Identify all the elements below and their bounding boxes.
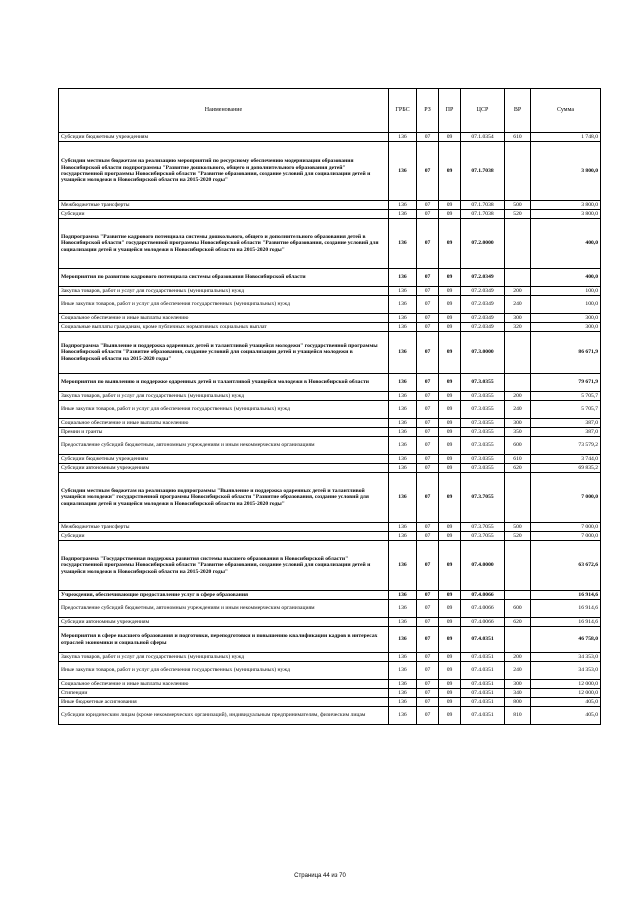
cell-pr: 09 [439, 296, 461, 314]
cell-sum: 5 705,7 [531, 401, 601, 419]
cell-name: Мероприятия в сфере высшего образования и подготовки, переподготовки и повышению квалификации кадров в интересах отраслей экономики и социальной сферы [59, 627, 389, 653]
cell-vr: 320 [505, 323, 531, 332]
cell-rz: 07 [417, 689, 439, 698]
cell-pr: 09 [439, 523, 461, 532]
cell-name: Премии и гранты [59, 428, 389, 437]
cell-name: Субсидии [59, 210, 389, 219]
cell-csr: 07.4.0351 [461, 689, 505, 698]
cell-pr: 09 [439, 591, 461, 600]
cell-name: Социальное обеспечение и иные выплаты населению [59, 680, 389, 689]
cell-grbs: 136 [389, 698, 417, 707]
cell-grbs: 136 [389, 707, 417, 725]
cell-grbs: 136 [389, 269, 417, 287]
cell-sum: 405,0 [531, 707, 601, 725]
cell-name: Иные закупки товаров, работ и услуг для обеспечения государственных (муниципальных) нужд [59, 296, 389, 314]
table-row [59, 707, 601, 725]
cell-pr: 09 [439, 142, 461, 201]
cell-csr: 07.4.0066 [461, 591, 505, 600]
table-row [59, 269, 601, 287]
cell-grbs: 136 [389, 142, 417, 201]
cell-csr: 07.3.0000 [461, 332, 505, 374]
cell-name: Субсидии бюджетным учреждениям [59, 133, 389, 142]
header-name: Наименование [59, 89, 389, 133]
cell-grbs: 136 [389, 689, 417, 698]
cell-csr: 07.1.7038 [461, 210, 505, 219]
header-vr: ВР [505, 89, 531, 133]
cell-rz: 07 [417, 680, 439, 689]
cell-rz: 07 [417, 455, 439, 464]
cell-vr: 200 [505, 287, 531, 296]
cell-vr: 800 [505, 698, 531, 707]
cell-sum: 300,0 [531, 323, 601, 332]
cell-rz: 07 [417, 287, 439, 296]
table-row [59, 332, 601, 374]
page-number: Страница 44 из 70 [294, 873, 346, 879]
cell-sum: 387,0 [531, 419, 601, 428]
cell-grbs: 136 [389, 314, 417, 323]
cell-vr: 240 [505, 296, 531, 314]
cell-vr: 620 [505, 464, 531, 473]
cell-csr: 07.2.0349 [461, 296, 505, 314]
cell-rz: 07 [417, 392, 439, 401]
cell-rz: 07 [417, 201, 439, 210]
table-row [59, 680, 601, 689]
cell-rz: 07 [417, 541, 439, 591]
cell-csr: 07.4.0351 [461, 698, 505, 707]
cell-rz: 07 [417, 707, 439, 725]
cell-pr: 09 [439, 541, 461, 591]
cell-csr: 07.3.0355 [461, 374, 505, 392]
cell-grbs: 136 [389, 428, 417, 437]
table-row [59, 314, 601, 323]
cell-sum: 5 705,7 [531, 392, 601, 401]
cell-pr: 09 [439, 428, 461, 437]
cell-name: Субсидии автономным учреждениям [59, 618, 389, 627]
cell-rz: 07 [417, 591, 439, 600]
cell-csr: 07.1.7038 [461, 142, 505, 201]
cell-vr [505, 332, 531, 374]
cell-name: Закупка товаров, работ и услуг для государственных (муниципальных) нужд [59, 653, 389, 662]
table-row [59, 296, 601, 314]
cell-vr: 350 [505, 428, 531, 437]
cell-name: Стипендии [59, 689, 389, 698]
header-pr: ПР [439, 89, 461, 133]
cell-vr: 610 [505, 455, 531, 464]
cell-vr [505, 473, 531, 523]
cell-sum: 12 000,0 [531, 680, 601, 689]
cell-pr: 09 [439, 437, 461, 455]
table-row [59, 689, 601, 698]
cell-sum: 405,0 [531, 698, 601, 707]
cell-grbs: 136 [389, 455, 417, 464]
cell-pr: 09 [439, 287, 461, 296]
cell-name: Субсидии местным бюджетам на реализацию мероприятий по ресурсному обеспечению модернизации образования Новосибирской области подпрограммы "Развитие дошкольного, общего и дополнительного образования детей" государственной программы Новосибирской области "Развитие образования, создание условий для социализации детей и учащейся молодежи в Новосибирской области на 2015-2020 годы" [59, 142, 389, 201]
cell-pr: 09 [439, 618, 461, 627]
cell-csr: 07.3.0355 [461, 437, 505, 455]
cell-csr: 07.1.0354 [461, 133, 505, 142]
cell-sum: 69 835,2 [531, 464, 601, 473]
table-header [59, 89, 601, 133]
cell-sum: 100,0 [531, 296, 601, 314]
table-row [59, 392, 601, 401]
cell-csr: 07.3.0355 [461, 392, 505, 401]
cell-name: Субсидии местным бюджетам на реализацию подпрограммы "Выявление и поддержка одаренных детей и талантливой учащейся молодежи" государственной программы Новосибирской области "Развитие образования, создание условий для социализации детей и учащейся молодежи в Новосибирской области на 2015-2020 годы" [59, 473, 389, 523]
cell-name: Мероприятия по развитию кадрового потенциала системы образования Новосибирской области [59, 269, 389, 287]
cell-name: Субсидии [59, 532, 389, 541]
cell-name: Социальное обеспечение и иные выплаты населению [59, 314, 389, 323]
cell-sum: 3 800,0 [531, 142, 601, 201]
cell-name: Закупка товаров, работ и услуг для государственных (муниципальных) нужд [59, 287, 389, 296]
cell-vr [505, 142, 531, 201]
cell-pr: 09 [439, 210, 461, 219]
cell-name: Субсидии автономным учреждениям [59, 464, 389, 473]
cell-name: Предоставление субсидий бюджетным, автономным учреждениям и иным некоммерческим организациям [59, 437, 389, 455]
cell-rz: 07 [417, 219, 439, 269]
cell-name: Мероприятия по выявлению и поддержке одаренных детей и талантливой учащейся молодежи в Новосибирской области [59, 374, 389, 392]
table-row [59, 419, 601, 428]
cell-sum: 3 744,0 [531, 455, 601, 464]
table-row [59, 591, 601, 600]
cell-vr: 500 [505, 523, 531, 532]
cell-vr [505, 374, 531, 392]
cell-csr: 07.4.0351 [461, 653, 505, 662]
cell-grbs: 136 [389, 401, 417, 419]
cell-sum: 16 914,6 [531, 618, 601, 627]
cell-sum: 46 758,0 [531, 627, 601, 653]
table-row [59, 374, 601, 392]
cell-grbs: 136 [389, 523, 417, 532]
cell-vr [505, 591, 531, 600]
cell-csr: 07.3.0355 [461, 428, 505, 437]
cell-name: Иные закупки товаров, работ и услуг для обеспечения государственных (муниципальных) нужд [59, 662, 389, 680]
cell-rz: 07 [417, 437, 439, 455]
cell-csr: 07.2.0000 [461, 219, 505, 269]
cell-vr: 610 [505, 133, 531, 142]
header-rz: РЗ [417, 89, 439, 133]
cell-vr [505, 219, 531, 269]
cell-pr: 09 [439, 698, 461, 707]
cell-pr: 09 [439, 464, 461, 473]
cell-grbs: 136 [389, 541, 417, 591]
cell-sum: 7 000,0 [531, 532, 601, 541]
cell-name: Подпрограмма "Выявление и поддержка одаренных детей и талантливой учащейся молодежи" государственной программы Новосибирской области "Развитие образования, создание условий для социализации детей и учащейся молодежи в Новосибирской области на 2015-2020 годы" [59, 332, 389, 374]
cell-vr: 500 [505, 201, 531, 210]
cell-grbs: 136 [389, 680, 417, 689]
cell-sum: 7 000,0 [531, 523, 601, 532]
cell-name: Подпрограмма "Развитие кадрового потенциала системы дошкольного, общего и дополнительного образования детей в Новосибирской области" государственной программы Новосибирской области "Развитие образования, создание условий для социализации детей и учащейся молодежи в Новосибирской области на 2015-2020 годы" [59, 219, 389, 269]
cell-grbs: 136 [389, 464, 417, 473]
cell-rz: 07 [417, 627, 439, 653]
cell-pr: 09 [439, 455, 461, 464]
cell-pr: 09 [439, 332, 461, 374]
cell-grbs: 136 [389, 210, 417, 219]
cell-sum: 400,0 [531, 269, 601, 287]
cell-sum: 3 800,0 [531, 210, 601, 219]
cell-csr: 07.4.0351 [461, 662, 505, 680]
cell-rz: 07 [417, 428, 439, 437]
cell-grbs: 136 [389, 662, 417, 680]
table-row [59, 323, 601, 332]
header-csr: ЦСР [461, 89, 505, 133]
cell-pr: 09 [439, 392, 461, 401]
cell-grbs: 136 [389, 437, 417, 455]
cell-vr: 600 [505, 600, 531, 618]
cell-name: Иные закупки товаров, работ и услуг для обеспечения государственных (муниципальных) нужд [59, 401, 389, 419]
cell-rz: 07 [417, 269, 439, 287]
table-row [59, 428, 601, 437]
cell-vr: 200 [505, 653, 531, 662]
cell-grbs: 136 [389, 653, 417, 662]
cell-rz: 07 [417, 653, 439, 662]
cell-sum: 86 671,9 [531, 332, 601, 374]
cell-pr: 09 [439, 419, 461, 428]
cell-name: Социальное обеспечение и иные выплаты населению [59, 419, 389, 428]
table-row [59, 133, 601, 142]
table-row [59, 219, 601, 269]
cell-vr: 810 [505, 707, 531, 725]
cell-grbs: 136 [389, 591, 417, 600]
table-row [59, 523, 601, 532]
cell-csr: 07.3.0355 [461, 464, 505, 473]
cell-vr [505, 269, 531, 287]
cell-rz: 07 [417, 142, 439, 201]
cell-pr: 09 [439, 401, 461, 419]
table-row [59, 618, 601, 627]
cell-rz: 07 [417, 600, 439, 618]
cell-sum: 7 000,0 [531, 473, 601, 523]
cell-csr: 07.3.7055 [461, 532, 505, 541]
cell-rz: 07 [417, 698, 439, 707]
table-row [59, 600, 601, 618]
cell-name: Субсидии юридическим лицам (кроме некоммерческих организаций), индивидуальным предпринимателям, физическим лицам [59, 707, 389, 725]
cell-sum: 300,0 [531, 314, 601, 323]
cell-sum: 73 579,2 [531, 437, 601, 455]
cell-name: Социальные выплаты гражданам, кроме публичных нормативных социальных выплат [59, 323, 389, 332]
cell-name: Межбюджетные трансферты [59, 201, 389, 210]
cell-pr: 09 [439, 269, 461, 287]
table-row [59, 653, 601, 662]
cell-rz: 07 [417, 210, 439, 219]
cell-name: Предоставление субсидий бюджетным, автономным учреждениям и иным некоммерческим организациям [59, 600, 389, 618]
cell-csr: 07.3.7055 [461, 523, 505, 532]
table-body [59, 133, 601, 725]
table-row [59, 287, 601, 296]
cell-pr: 09 [439, 532, 461, 541]
cell-grbs: 136 [389, 133, 417, 142]
cell-grbs: 136 [389, 201, 417, 210]
cell-csr: 07.4.0066 [461, 618, 505, 627]
table-row [59, 473, 601, 523]
cell-vr: 240 [505, 662, 531, 680]
budget-table [58, 88, 601, 725]
cell-vr: 240 [505, 401, 531, 419]
cell-vr: 300 [505, 419, 531, 428]
table-row [59, 437, 601, 455]
cell-csr: 07.4.0351 [461, 680, 505, 689]
table-row [59, 541, 601, 591]
cell-csr: 07.2.0349 [461, 269, 505, 287]
table-row [59, 662, 601, 680]
cell-name: Субсидии бюджетным учреждениям [59, 455, 389, 464]
cell-vr: 300 [505, 680, 531, 689]
cell-vr: 520 [505, 210, 531, 219]
cell-rz: 07 [417, 464, 439, 473]
cell-sum: 16 914,6 [531, 591, 601, 600]
cell-rz: 07 [417, 532, 439, 541]
table-row [59, 210, 601, 219]
cell-rz: 07 [417, 419, 439, 428]
cell-vr: 200 [505, 392, 531, 401]
cell-sum: 400,0 [531, 219, 601, 269]
cell-pr: 09 [439, 689, 461, 698]
cell-vr: 620 [505, 618, 531, 627]
cell-rz: 07 [417, 323, 439, 332]
cell-sum: 12 000,0 [531, 689, 601, 698]
cell-rz: 07 [417, 314, 439, 323]
cell-rz: 07 [417, 618, 439, 627]
cell-csr: 07.4.0000 [461, 541, 505, 591]
cell-grbs: 136 [389, 332, 417, 374]
cell-pr: 09 [439, 201, 461, 210]
cell-csr: 07.3.0355 [461, 401, 505, 419]
table-row [59, 201, 601, 210]
cell-pr: 09 [439, 662, 461, 680]
cell-sum: 1 748,0 [531, 133, 601, 142]
cell-grbs: 136 [389, 618, 417, 627]
cell-sum: 79 671,9 [531, 374, 601, 392]
cell-grbs: 136 [389, 473, 417, 523]
cell-rz: 07 [417, 133, 439, 142]
cell-name: Иные бюджетные ассигнования [59, 698, 389, 707]
cell-csr: 07.1.7038 [461, 201, 505, 210]
table-row [59, 532, 601, 541]
header-sum: Сумма [531, 89, 601, 133]
cell-vr: 600 [505, 437, 531, 455]
cell-grbs: 136 [389, 392, 417, 401]
cell-csr: 07.3.7055 [461, 473, 505, 523]
cell-sum: 34 353,0 [531, 653, 601, 662]
header-grbs: ГРБС [389, 89, 417, 133]
cell-grbs: 136 [389, 374, 417, 392]
cell-grbs: 136 [389, 323, 417, 332]
table-row [59, 698, 601, 707]
cell-vr: 340 [505, 689, 531, 698]
cell-vr [505, 541, 531, 591]
cell-csr: 07.2.0349 [461, 323, 505, 332]
cell-pr: 09 [439, 707, 461, 725]
cell-grbs: 136 [389, 600, 417, 618]
cell-rz: 07 [417, 374, 439, 392]
cell-pr: 09 [439, 680, 461, 689]
table-row [59, 142, 601, 201]
cell-sum: 63 672,6 [531, 541, 601, 591]
cell-pr: 09 [439, 133, 461, 142]
cell-grbs: 136 [389, 627, 417, 653]
cell-grbs: 136 [389, 296, 417, 314]
cell-sum: 100,0 [531, 287, 601, 296]
cell-rz: 07 [417, 401, 439, 419]
table-row [59, 455, 601, 464]
cell-name: Закупка товаров, работ и услуг для государственных (муниципальных) нужд [59, 392, 389, 401]
table-row [59, 401, 601, 419]
table-row [59, 627, 601, 653]
cell-csr: 07.4.0351 [461, 627, 505, 653]
cell-grbs: 136 [389, 532, 417, 541]
cell-name: Учреждения, обеспечивающие предоставление услуг в сфере образования [59, 591, 389, 600]
cell-sum: 34 353,0 [531, 662, 601, 680]
cell-csr: 07.2.0349 [461, 287, 505, 296]
cell-sum: 3 800,0 [531, 201, 601, 210]
cell-pr: 09 [439, 473, 461, 523]
cell-rz: 07 [417, 473, 439, 523]
cell-pr: 09 [439, 219, 461, 269]
cell-sum: 16 914,6 [531, 600, 601, 618]
cell-vr: 300 [505, 314, 531, 323]
cell-pr: 09 [439, 600, 461, 618]
cell-name: Межбюджетные трансферты [59, 523, 389, 532]
cell-rz: 07 [417, 662, 439, 680]
cell-csr: 07.2.0349 [461, 314, 505, 323]
cell-csr: 07.4.0351 [461, 707, 505, 725]
cell-name: Подпрограмма "Государственная поддержка развития системы высшего образования в Новосибирской области" государственной программы Новосибирской области "Развитие образования, создание условий для социализации детей и учащейся молодежи в Новосибирской области на 2015-2020 годы" [59, 541, 389, 591]
cell-grbs: 136 [389, 419, 417, 428]
cell-csr: 07.4.0066 [461, 600, 505, 618]
cell-csr: 07.3.0355 [461, 419, 505, 428]
cell-vr: 520 [505, 532, 531, 541]
cell-pr: 09 [439, 374, 461, 392]
cell-rz: 07 [417, 332, 439, 374]
table-row [59, 464, 601, 473]
cell-pr: 09 [439, 627, 461, 653]
cell-vr [505, 627, 531, 653]
cell-rz: 07 [417, 523, 439, 532]
cell-pr: 09 [439, 653, 461, 662]
cell-grbs: 136 [389, 287, 417, 296]
cell-pr: 09 [439, 323, 461, 332]
cell-pr: 09 [439, 314, 461, 323]
cell-grbs: 136 [389, 219, 417, 269]
cell-csr: 07.3.0355 [461, 455, 505, 464]
cell-sum: 387,0 [531, 428, 601, 437]
cell-rz: 07 [417, 296, 439, 314]
